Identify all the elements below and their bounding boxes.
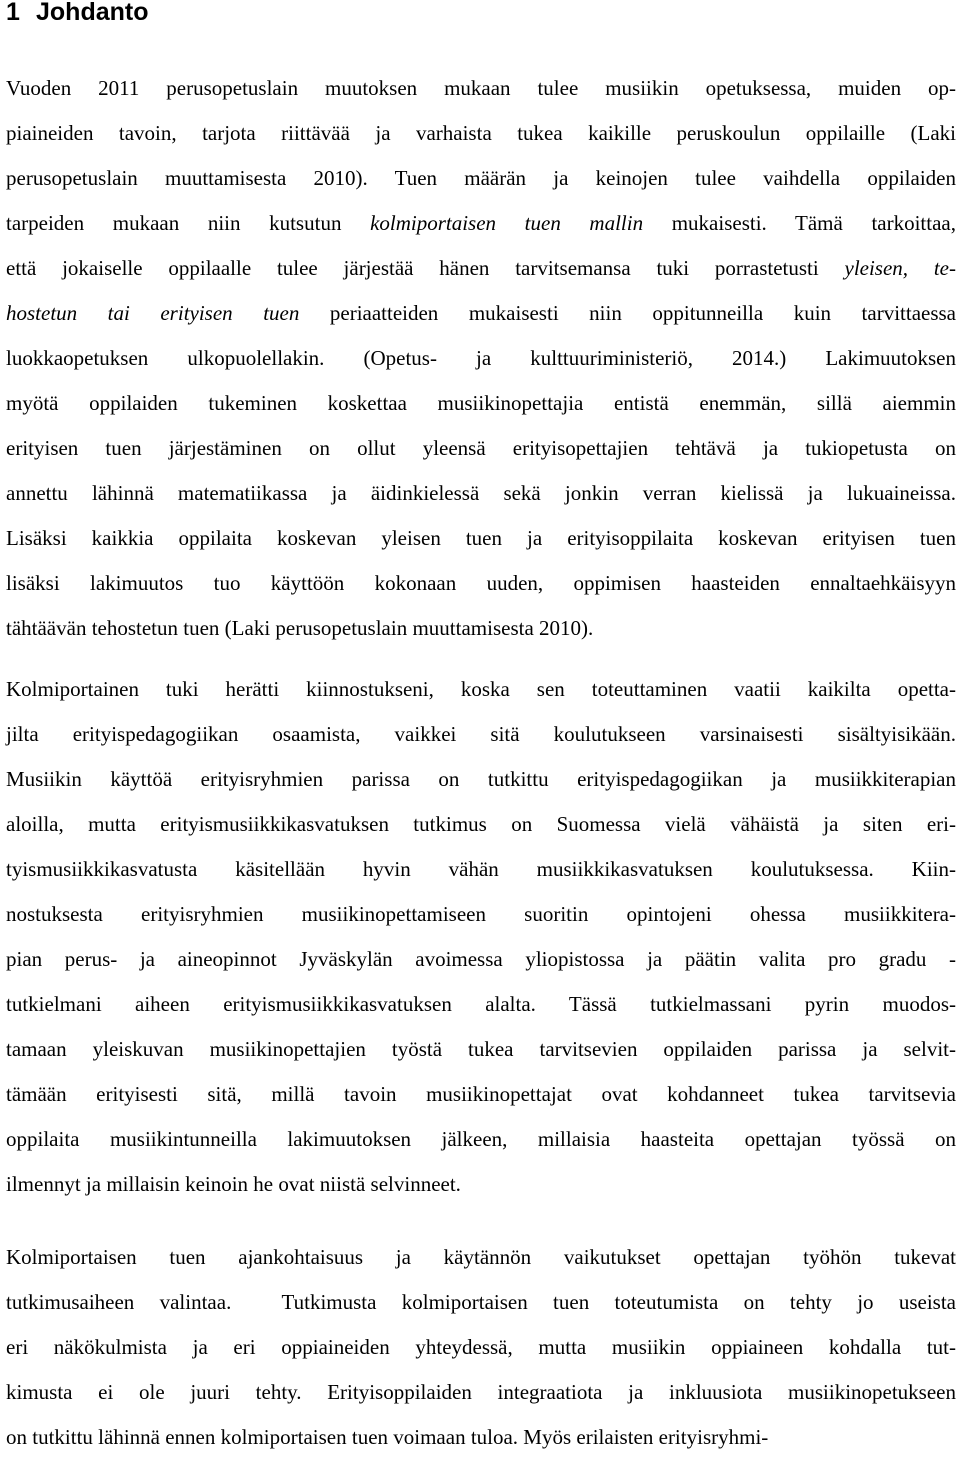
text-run: tutkielmani aiheen erityismusiikkikasvatuksen alalta. Tässä tutkielmassani pyrin muodos-	[6, 992, 956, 1016]
text-run: nostuksesta erityisryhmien musiikinopettamiseen suoritin opintojeni ohessa musiikkitera-	[6, 902, 956, 926]
text-run: erityisen tuen järjestäminen on ollut yleensä erityisopettajien tehtävä ja tukiopetusta on	[6, 436, 956, 460]
text-run: on tutkittu lähinnä ennen kolmiportaisen tuen voimaan tuloa. Myös erilaisten erityisryhmi-	[6, 1425, 769, 1449]
text-line	[6, 1325, 956, 1370]
text-run: mukaisesti. Tämä tarkoittaa,	[643, 211, 956, 235]
text-run: tähtäävän tehostetun tuen (Laki perusopetuslain muuttamisesta 2010).	[6, 616, 594, 640]
text-run: lisäksi lakimuutos tuo käyttöön kokonaan uuden, oppimisen haasteiden ennaltaehkäisyyn	[6, 571, 956, 595]
text-line	[6, 1072, 956, 1117]
text-run: annettu lähinnä matematiikassa ja äidinkielessä sekä jonkin verran kielissä ja lukuaineissa.	[6, 481, 956, 505]
text-run: kimusta ei ole juuri tehty. Erityisoppilaiden integraatiota ja inkluusiota musiikinopetukseen	[6, 1380, 956, 1404]
text-run: Musiikin käyttöä erityisryhmien parissa on tutkittu erityispedagogiikan ja musiikkiterapian	[6, 767, 956, 791]
text-line	[6, 757, 956, 802]
text-run: tamaan yleiskuvan musiikinopettajien työstä tukea tarvitsevien oppilaiden parissa ja selvit-	[6, 1037, 956, 1061]
text-run: tämään erityisesti sitä, millä tavoin musiikinopettajat ovat kohdanneet tukea tarvitsevia	[6, 1082, 956, 1106]
text-run: tyismusiikkikasvatusta käsitellään hyvin vähän musiikkikasvatuksen koulutuksessa. Kiin-	[6, 857, 956, 881]
text-run: että jokaiselle oppilaalle tulee järjestää hänen tarvitsemansa tuki porrastetusti	[6, 256, 845, 280]
text-line	[6, 667, 956, 712]
text-line	[6, 471, 956, 516]
text-line	[6, 937, 956, 982]
text-line	[6, 802, 956, 847]
text-line	[6, 561, 956, 606]
paragraph-2	[6, 667, 956, 1207]
text-line	[6, 66, 956, 111]
text-line	[6, 712, 956, 757]
text-line	[6, 516, 956, 561]
text-run: oppilaita musiikintunneilla lakimuutoksen jälkeen, millaisia haasteita opettajan työssä on	[6, 1127, 956, 1151]
italic-term: hostetun tai erityisen tuen	[6, 301, 300, 325]
text-run: myötä oppilaiden tukeminen koskettaa musiikinopettajia entistä enemmän, sillä aiemmin	[6, 391, 956, 415]
paragraph-1	[6, 66, 956, 651]
text-run: Kolmiportaisen tuen ajankohtaisuus ja käytännön vaikutukset opettajan työhön tukevat	[6, 1245, 956, 1269]
text-line	[6, 1235, 956, 1280]
text-run: ilmennyt ja millaisin keinoin he ovat niistä selvinneet.	[6, 1172, 461, 1196]
text-line	[6, 847, 956, 892]
text-line	[6, 606, 956, 651]
text-line	[6, 156, 956, 201]
text-run: perusopetuslain muuttamisesta 2010). Tuen määrän ja keinojen tulee vaihdella oppilaiden	[6, 166, 956, 190]
text-line	[6, 291, 956, 336]
paragraph-3	[6, 1235, 956, 1460]
text-run: tarpeiden mukaan niin kutsutun	[6, 211, 371, 235]
text-run: periaatteiden mukaisesti niin oppitunneilla kuin tarvittaessa	[299, 301, 956, 325]
text-line	[6, 381, 956, 426]
italic-term: kolmiportaisen tuen mallin	[370, 211, 644, 235]
text-run: pian perus- ja aineopinnot Jyväskylän avoimessa yliopistossa ja päätin valita pro gradu -	[6, 947, 956, 971]
text-line	[6, 1370, 956, 1415]
text-run: eri näkökulmista ja eri oppiaineiden yhteydessä, mutta musiikin oppiaineen kohdalla tut-	[6, 1335, 956, 1359]
text-run: jilta erityispedagogiikan osaamista, vaikkei sitä koulutukseen varsinaisesti sisältyisikään.	[6, 722, 956, 746]
text-run: tutkimusaiheen valintaa. Tutkimusta kolmiportaisen tuen toteutumista on tehty jo useista	[6, 1290, 956, 1314]
text-line	[6, 336, 956, 381]
text-line	[6, 1027, 956, 1072]
text-line	[6, 1162, 956, 1207]
text-line	[6, 892, 956, 937]
section-heading	[6, 0, 149, 30]
text-run: Lisäksi kaikkia oppilaita koskevan yleisen tuen ja erityisoppilaita koskevan erityisen tuen	[6, 526, 956, 550]
italic-term: yleisen, te-	[844, 256, 956, 280]
text-run: piaineiden tavoin, tarjota riittävää ja varhaista tukea kaikille peruskoulun oppilaille (Laki	[6, 121, 956, 145]
text-run: Kolmiportainen tuki herätti kiinnostukseni, koska sen toteuttaminen vaatii kaikilta opetta-	[6, 677, 956, 701]
text-line	[6, 426, 956, 471]
section-number: 1	[6, 0, 20, 26]
text-line	[6, 1117, 956, 1162]
text-line	[6, 982, 956, 1027]
text-run: Vuoden 2011 perusopetuslain muutoksen mukaan tulee musiikin opetuksessa, muiden op-	[6, 76, 956, 100]
text-run: aloilla, mutta erityismusiikkikasvatuksen tutkimus on Suomessa vielä vähäistä ja siten eri-	[6, 812, 956, 836]
section-title: Johdanto	[36, 0, 149, 26]
text-line	[6, 111, 956, 156]
text-line	[6, 246, 956, 291]
text-line	[6, 201, 956, 246]
text-line	[6, 1280, 956, 1325]
text-line	[6, 1415, 956, 1460]
text-run: luokkaopetuksen ulkopuolellakin. (Opetus- ja kulttuuriministeriö, 2014.) Lakimuutoksen	[6, 346, 956, 370]
